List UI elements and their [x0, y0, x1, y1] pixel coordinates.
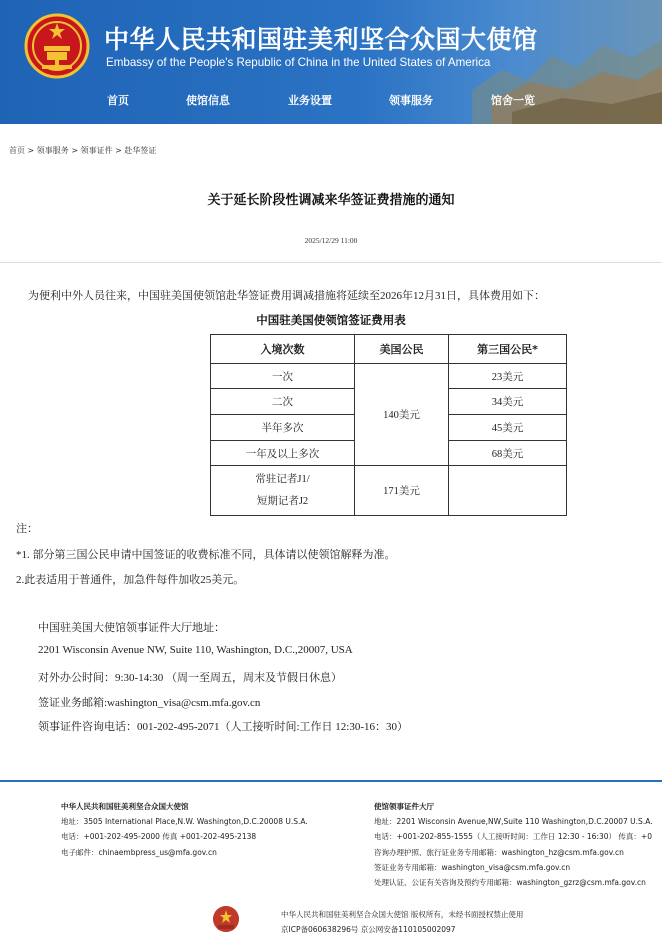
table-cell: 68美元	[449, 441, 567, 466]
article-date: 2025/12/29 11:00	[304, 236, 358, 245]
icp-license[interactable]: 京ICP备060638296号 京公网安备110105002097	[281, 925, 456, 934]
visa-email[interactable]: 签证业务邮箱:washington_visa@csm.mfa.gov.cn	[38, 697, 261, 709]
footer-notary-email[interactable]: 处理认证、公证有关咨询及预约专用邮箱：washington_gzrz@csm.mfa.gov.cn	[374, 878, 646, 888]
site-title-cn: 中华人民共和国驻美利坚合众国大使馆	[104, 25, 538, 54]
table-cell: 二次	[211, 389, 355, 415]
footer-consular-address: 地址：2201 Wisconsin Avenue,NW,Suite 110 Washington,D.C.20007 U.S.A.	[374, 817, 653, 827]
nav-services[interactable]: 业务设置	[288, 94, 332, 107]
table-cell: 140美元	[355, 364, 449, 466]
table-cell	[211, 466, 355, 516]
footer-consular-phone: 电话：+001-202-855-1555（人工接听时间：工作日 12:30 - 16:30） 传真：+0	[374, 832, 652, 842]
office-hours: 对外办公时间：9:30-14:30 （周一至周五，周末及节假日休息）	[38, 672, 343, 684]
footer-visa-email[interactable]: 签证业务专用邮箱：washington_visa@csm.mfa.gov.cn	[374, 862, 571, 872]
footer-embassy-title: 中华人民共和国驻美利坚合众国大使馆	[61, 802, 189, 811]
copyright	[281, 907, 523, 937]
footer-consular-info	[374, 799, 662, 890]
government-seal-icon[interactable]	[213, 906, 239, 932]
site-header	[0, 0, 662, 124]
copyright-text: 中华人民共和国驻美利坚合众国大使馆 版权所有，未经书面授权禁止使用	[281, 910, 524, 919]
table-cell: 23美元	[449, 364, 567, 389]
article-title: 关于延长阶段性调减来华签证费措施的通知	[207, 193, 455, 208]
table-header: 入境次数	[211, 335, 355, 364]
journalist-j1-label: 常驻记者J1/	[255, 473, 310, 485]
table-cell: 34美元	[449, 389, 567, 415]
article-intro: 为便利中外人员往来，中国驻美国使领馆赴华签证费用调减措施将延续至2026年12月31日，具体费用如下：	[28, 290, 545, 302]
table-row	[211, 466, 567, 516]
table-cell	[449, 466, 567, 516]
table-row	[211, 364, 567, 389]
table-header: 美国公民	[355, 335, 449, 364]
table-cell: 171美元	[355, 466, 449, 516]
footer-consular-title: 使馆领事证件大厅	[374, 802, 434, 811]
note-1: *1. 部分第三国公民申请中国签证的收费标准不同，具体请以使领馆解释为准。	[16, 549, 396, 561]
national-emblem-icon[interactable]	[24, 13, 90, 79]
table-cell: 一年及以上多次	[211, 441, 355, 466]
note-2: 2.此表适用于普通件，加急件每件加收25美元。	[16, 574, 245, 586]
visa-fee-table	[210, 334, 567, 516]
footer-embassy-phone: 电话：+001-202-495-2000 传真 +001-202-495-2138	[61, 832, 257, 842]
footer-divider	[0, 780, 662, 782]
table-caption: 中国驻美国使领馆签证费用表	[256, 313, 406, 327]
table-header: 第三国公民*	[449, 335, 567, 364]
breadcrumb[interactable]: 首页 > 领事服务 > 领事证件 > 赴华签证	[9, 146, 157, 155]
consular-phone: 领事证件咨询电话：001-202-495-2071（人工接听时间:工作日 12:30-16：30）	[38, 721, 409, 733]
nav-premises[interactable]: 馆舍一览	[491, 94, 535, 107]
footer-embassy-info	[61, 799, 361, 860]
table-cell: 半年多次	[211, 415, 355, 441]
nav-consular-services[interactable]: 领事服务	[389, 94, 433, 107]
nav-embassy-info[interactable]: 使馆信息	[186, 94, 230, 107]
notes-label: 注：	[16, 523, 38, 535]
site-title-en: Embassy of the People's Republic of China in the United States of America	[106, 56, 491, 69]
table-cell: 45美元	[449, 415, 567, 441]
footer-embassy-address: 地址：3505 International Place,N.W. Washington,D.C.20008 U.S.A.	[61, 817, 308, 827]
address: 2201 Wisconsin Avenue NW, Suite 110, Washington, D.C.,20007, USA	[38, 644, 353, 656]
main-nav	[0, 92, 662, 112]
table-cell: 一次	[211, 364, 355, 389]
footer-embassy-email[interactable]: 电子邮件：chinaembpress_us@mfa.gov.cn	[61, 847, 217, 857]
journalist-j2-label: 短期记者J2	[256, 495, 309, 507]
divider	[0, 262, 662, 263]
address-title: 中国驻美国大使馆领事证件大厅地址：	[38, 622, 225, 634]
footer-passport-email[interactable]: 咨询办理护照、旅行证业务专用邮箱：washington_hz@csm.mfa.gov.cn	[374, 847, 624, 857]
nav-home[interactable]: 首页	[107, 94, 129, 107]
